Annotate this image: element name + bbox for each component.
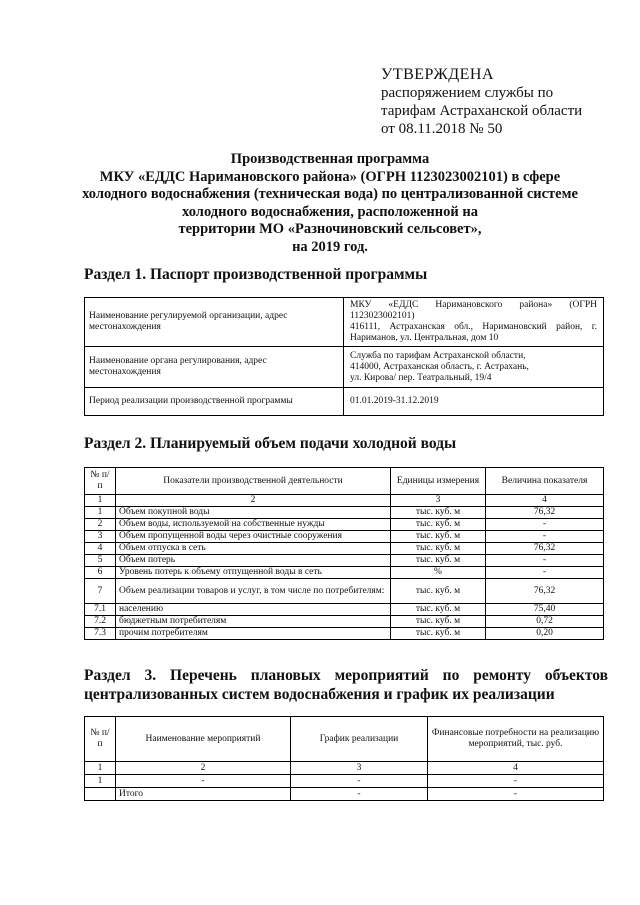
section3-heading — [84, 666, 608, 704]
passport-table — [84, 297, 604, 416]
unit: тыс. куб. м — [391, 543, 486, 555]
heading-line: централизованных систем водоснабжения и график их реализации — [84, 686, 555, 703]
row-number: 2 — [85, 519, 116, 531]
value: - — [486, 567, 604, 579]
title-line: МКУ «ЕДДС Наримановского района» (ОГРН 1123023002101) в сфере — [99, 168, 561, 185]
value: 0,72 — [486, 616, 604, 628]
col-header: Финансовые потребности на реализацию мероприятий, тыс. руб. — [428, 717, 604, 762]
table-row — [85, 579, 604, 604]
table-row — [85, 531, 604, 543]
table-row — [85, 788, 604, 801]
table-colnum-row — [85, 495, 604, 507]
value: - — [486, 519, 604, 531]
row-number: 5 — [85, 555, 116, 567]
title-line: Производственная программа — [230, 151, 430, 167]
table-row — [85, 519, 604, 531]
row-number: 1 — [85, 507, 116, 519]
table-row — [85, 775, 604, 788]
passport-value — [344, 298, 604, 347]
unit: тыс. куб. м — [391, 507, 486, 519]
value-line: 416111, Астраханская обл., Наримановский район, г. Нариманов, ул. Центральная, дом 10 — [350, 322, 597, 343]
value: 75,40 — [486, 604, 604, 616]
approval-line: распоряжением службы по — [381, 85, 554, 101]
indicator-name: прочим потребителям — [116, 628, 391, 640]
table-row — [85, 555, 604, 567]
section2-heading: Раздел 2. Планируемый объем подачи холодной воды — [84, 435, 457, 452]
finance: - — [428, 788, 604, 801]
heading-line: Раздел 3. Перечень плановых мероприятий по ремонту объектов — [84, 667, 608, 684]
table-row — [85, 347, 604, 388]
value-line: 01.01.2019-31.12.2019 — [350, 396, 439, 406]
total-label: Итого — [116, 788, 291, 801]
approval-block — [381, 66, 611, 138]
row-number: 7.1 — [85, 604, 116, 616]
measures-table — [84, 716, 604, 801]
passport-label: Наименование регулируемой организации, адрес местонахождения — [85, 298, 344, 347]
row-number: 7 — [85, 579, 116, 604]
unit: % — [391, 567, 486, 579]
row-number: 6 — [85, 567, 116, 579]
unit: тыс. куб. м — [391, 531, 486, 543]
value: 0,20 — [486, 628, 604, 640]
row-number: 3 — [85, 531, 116, 543]
schedule: - — [291, 788, 428, 801]
indicator-name: Объем реализации товаров и услуг, в том числе по потребителям: — [116, 579, 391, 604]
value: 76,32 — [486, 543, 604, 555]
passport-value — [344, 347, 604, 388]
water-volume-table — [84, 467, 604, 640]
unit: тыс. куб. м — [391, 628, 486, 640]
indicator-name: Объем пропущенной воды через очистные сооружения — [116, 531, 391, 543]
col-header: График реализации — [291, 717, 428, 762]
col-header: Наименование мероприятий — [116, 717, 291, 762]
col-number: 1 — [85, 762, 116, 775]
value-line: ул. Кирова/ пер. Театральный, 19/4 — [350, 372, 492, 383]
passport-value — [344, 388, 604, 416]
col-header: Единицы измерения — [391, 468, 486, 495]
table-row — [85, 616, 604, 628]
unit: тыс. куб. м — [391, 579, 486, 604]
title-line: территории МО «Разночиновский сельсовет», — [178, 221, 482, 237]
indicator-name: населению — [116, 604, 391, 616]
unit: тыс. куб. м — [391, 604, 486, 616]
col-number: 3 — [391, 495, 486, 507]
value: - — [486, 531, 604, 543]
passport-label: Период реализации производственной программы — [85, 388, 344, 416]
value: 76,32 — [486, 507, 604, 519]
indicator-name: Объем воды, используемой на собственные нужды — [116, 519, 391, 531]
approval-title: УТВЕРЖДЕНА — [381, 66, 495, 83]
col-number: 3 — [291, 762, 428, 775]
indicator-name: Объем отпуска в сеть — [116, 543, 391, 555]
row-number — [85, 788, 116, 801]
table-row — [85, 567, 604, 579]
table-row — [85, 604, 604, 616]
col-header: Величина показателя — [486, 468, 604, 495]
indicator-name: Объем потерь — [116, 555, 391, 567]
col-header: Показатели производственной деятельности — [116, 468, 391, 495]
row-number: 7.2 — [85, 616, 116, 628]
col-header: № п/п — [85, 717, 116, 762]
table-row — [85, 388, 604, 416]
table-row — [85, 507, 604, 519]
value-line: Служба по тарифам Астраханской области, — [350, 350, 526, 361]
finance: - — [428, 775, 604, 788]
col-number: 4 — [486, 495, 604, 507]
col-number: 2 — [116, 495, 391, 507]
document-title — [40, 151, 620, 256]
table-colnum-row — [85, 762, 604, 775]
table-header-row — [85, 717, 604, 762]
unit: тыс. куб. м — [391, 616, 486, 628]
col-number: 2 — [116, 762, 291, 775]
value-line: МКУ «ЕДДС Наримановского района» (ОГРН 1123023002101) — [350, 300, 597, 321]
row-number: 7.3 — [85, 628, 116, 640]
schedule: - — [291, 775, 428, 788]
title-line: холодного водоснабжения (техническая вода) по централизованной системе — [82, 186, 578, 202]
indicator-name: бюджетным потребителям — [116, 616, 391, 628]
row-number: 4 — [85, 543, 116, 555]
approval-date: от 08.11.2018 № 50 — [381, 121, 503, 137]
col-number: 1 — [85, 495, 116, 507]
value-line: 414000, Астраханская область, г. Астрахань, — [350, 361, 529, 372]
col-number: 4 — [428, 762, 604, 775]
approval-line: тарифам Астраханской области — [381, 103, 583, 119]
unit: тыс. куб. м — [391, 555, 486, 567]
value: - — [486, 555, 604, 567]
col-header: № п/п — [85, 468, 116, 495]
table-row — [85, 298, 604, 347]
indicator-name: Объем покупной воды — [116, 507, 391, 519]
unit: тыс. куб. м — [391, 519, 486, 531]
title-line: холодного водоснабжения, расположенной на — [182, 203, 478, 220]
table-row — [85, 543, 604, 555]
indicator-name: Уровень потерь к объему отпущенной воды в сеть — [116, 567, 391, 579]
table-row — [85, 628, 604, 640]
table-header-row — [85, 468, 604, 495]
value: 76,32 — [486, 579, 604, 604]
passport-label: Наименование органа регулирования, адрес местонахождения — [85, 347, 344, 388]
section1-heading: Раздел 1. Паспорт производственной программы — [84, 266, 428, 283]
measure-name: - — [116, 775, 291, 788]
title-line: на 2019 год. — [292, 238, 368, 255]
row-number: 1 — [85, 775, 116, 788]
